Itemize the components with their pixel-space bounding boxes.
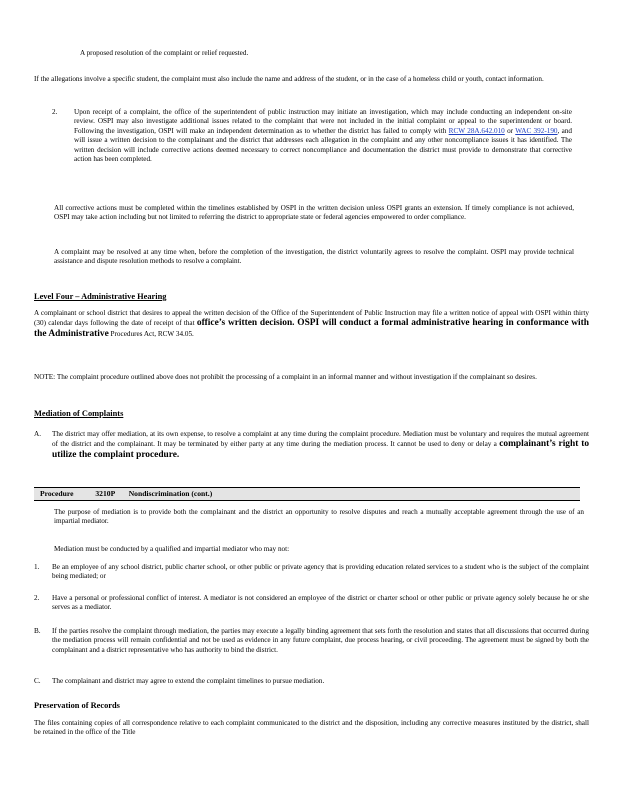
bullet-item	[70, 49, 570, 58]
level4-text-small: A complainant or school district that desires to appeal the written decision of the Office of the Superintendent of Public Instruction may file a written notice of appeal with OSPI within thirty (30) calendar days following the date of receipt of that	[34, 309, 589, 328]
wac-link[interactable]: WAC 392-190	[515, 126, 558, 135]
mediator-list-2-text: Have a personal or professional conflict of interest. A mediator is not considered an employee of the district or charter school or other public or private agency solely because he or she serves as a mediator.	[52, 594, 589, 612]
mediation-a-big: complainant’s right to utilize the complaint procedure.	[52, 439, 590, 461]
mediation-c-text: The complainant and district may agree to extend the complaint timelines to pursue mediation.	[52, 677, 325, 685]
procedure-number: 3210P	[95, 489, 115, 498]
procedure-title: Nondiscrimination (cont.)	[128, 489, 213, 498]
mediation-c-num: C.	[34, 677, 41, 685]
preservation-heading: Preservation of Records	[34, 701, 120, 710]
mediator-list-2	[34, 594, 589, 613]
mediation-a	[34, 430, 589, 461]
mediation-must: Mediation must be conducted by a qualified and impartial mediator who may not:	[54, 545, 290, 553]
paragraph-homeless: If the allegations involve a specific student, the complaint must also include the name and address of the student, or in the case of a homeless child or youth, contact information.	[34, 75, 544, 83]
paragraph-resolved: A complaint may be resolved at any time when, before the completion of the investigation, the district voluntarily agrees to resolve the complaint. OSPI may provide technical assistance and dispute resolution methods to resolve a complaint.	[54, 248, 574, 266]
preservation-paragraph: The files containing copies of all correspondence relative to each complaint communicated to the district and the disposition, including any corrective measures instituted by the district, shall be retained in the office of the Title	[34, 719, 589, 737]
bullet-text: A proposed resolution of the complaint or relief requested.	[80, 49, 249, 57]
mediation-b	[34, 627, 589, 655]
note-paragraph: NOTE: The complaint procedure outlined above does not prohibit the processing of a complaint in an informal manner and without investigation if the complainant so desires.	[34, 373, 537, 381]
mediator-list-1-num: 1.	[34, 563, 40, 571]
procedure-bar	[34, 487, 580, 501]
mediation-a-text: The district may offer mediation, at its own expense, to resolve a complaint at any time during the complaint procedure. Mediation must be voluntary and requires the mutual agreement of the district and the complainant. It may be terminated by either party at any time during the mediation process. It cannot be used to deny or delay a	[52, 430, 589, 449]
rcw-link[interactable]: RCW 28A.642.010	[448, 126, 505, 135]
mediator-list-1	[34, 563, 589, 582]
procedure-label: Procedure	[40, 489, 74, 498]
mediation-purpose: The purpose of mediation is to provide both the complainant and the district an opportunity to resolve disputes and reach a mutually acceptable agreement through the use of an impartial mediator.	[54, 508, 584, 526]
level-four-paragraph	[34, 309, 589, 340]
mediation-b-text: If the parties resolve the complaint through mediation, the parties may execute a legally binding agreement that sets forth the resolution and states that all discussions that occurred during the mediation process will remain confidential and not be used as evidence in any future complaint, due process hearing, or civil proceeding. The agreement must be signed by both the complainant and a district representative who has authority to bind the district.	[52, 627, 589, 654]
paragraph-corrective: All corrective actions must be completed within the timelines established by OSPI in the written decision unless OSPI grants an extension. If timely compliance is not achieved, OSPI may take action including but not limited to referring the district to appropriate state or federal agencies empowered to order compliance.	[54, 204, 574, 222]
item2-mid: or	[507, 126, 514, 135]
list-item-2	[52, 108, 572, 164]
item2-text-before: Upon receipt of a complaint, the office of the superintendent of public instruction may initiate an investigation, which may include conducting an independent on-site review. OSPI may also investigate additional issues related to the complaint that were not included in the initial complaint or appeal to the superintendent or board. Following the investigation, OSPI will make an independent determination as to whether the district has failed to comply with	[74, 108, 572, 135]
mediation-a-num: A.	[34, 430, 41, 438]
mediation-heading: Mediation of Complaints	[34, 409, 124, 418]
mediation-b-num: B.	[34, 627, 41, 635]
item2-text-after: , and will issue a written decision to the complainant and the district that addresses each allegation in the complaint and any other noncompliance issues it has identified. The written decision will include corrective actions deemed necessary to correct noncompliance and documentation the district must provide to demonstrate that corrective action has been completed.	[74, 126, 573, 164]
mediation-c	[34, 677, 589, 686]
level-four-heading: Level Four – Administrative Hearing	[34, 292, 167, 301]
mediator-list-1-text: Be an employee of any school district, public charter school, or other public or private agency that is providing education related services to a student who is the subject of the complaint being mediated; or	[52, 563, 589, 581]
level4-text-end: Procedures Act, RCW 34.05.	[110, 330, 194, 339]
list-number: 2.	[52, 108, 58, 116]
level4-text-big: office’s written decision. OSPI will conduct a formal administrative hearing in conformance with the Administrative	[34, 318, 590, 340]
mediator-list-2-num: 2.	[34, 594, 40, 602]
